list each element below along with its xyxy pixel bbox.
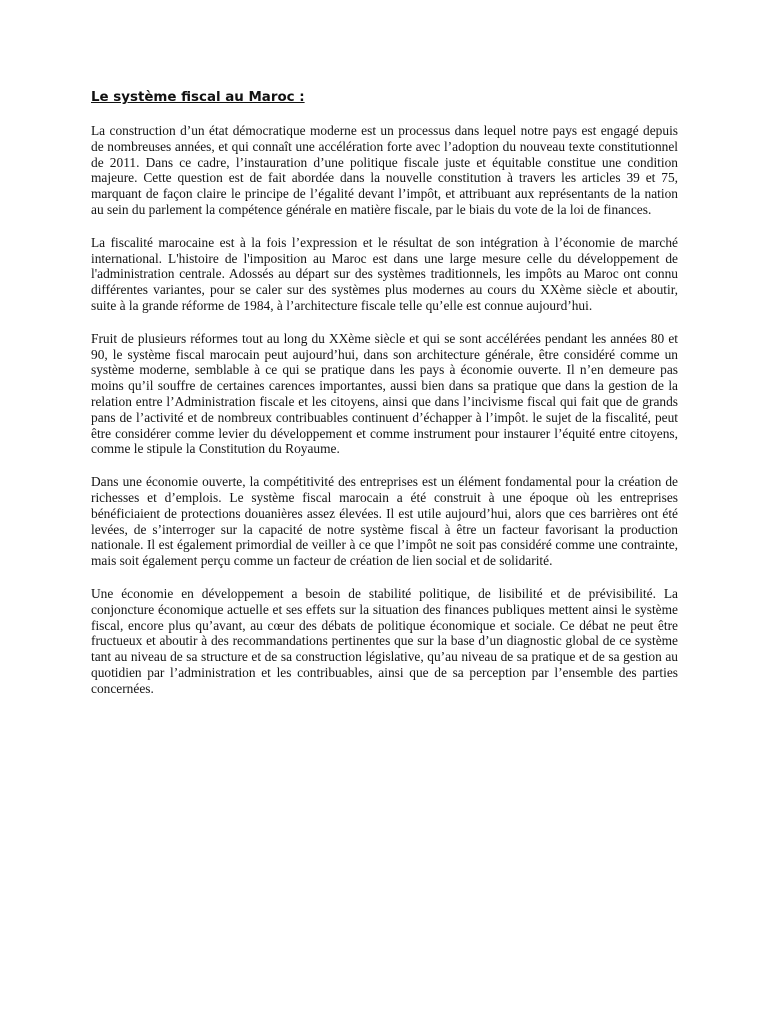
paragraph-1: La construction d’un état démocratique moderne est un processus dans lequel notre pays est engagé depuis de nombreuses années, et qui connaît une accélération forte avec l’adoption du nouveau texte constitutionnel de 2011. Dans ce cadre, l’instauration d’une politique fiscale juste et équitable constitue une condition majeure. Cette question est de fait abordée dans la nouvelle constitution à travers les articles 39 et 75, marquant de façon claire le principe de l’égalité devant l’impôt, et attribuant aux représentants de la nation au sein du parlement la compétence générale en matière fiscale, par le biais du vote de la loi de finances. [91, 123, 678, 217]
paragraph-5: Une économie en développement a besoin de stabilité politique, de lisibilité et de prévisibilité. La conjoncture économique actuelle et ses effets sur la situation des finances publiques mettent ainsi le système fiscal, encore plus qu’avant, au cœur des débats de politique économique et sociale. Ce débat ne peut être fructueux et aboutir à des recommandations pertinentes que sur la base d’un diagnostic global de ce système tant au niveau de sa structure et de sa construction législative, qu’au niveau de sa pratique et de sa gestion au quotidien par l’administration et les contribuables, ainsi que de sa perception par l’ensemble des parties concernées. [91, 585, 678, 696]
paragraph-2: La fiscalité marocaine est à la fois l’expression et le résultat de son intégration à l’économie de marché international. L'histoire de l'imposition au Maroc est dans une large mesure celle du développement de l'administration centrale. Adossés au départ sur des systèmes traditionnels, les impôts au Maroc ont connu différentes variantes, pour se caler sur des systèmes plus modernes au cours du XXème siècle et aboutir, suite à la grande réforme de 1984, à l’architecture fiscale telle qu’elle est connue aujourd’hui. [91, 234, 678, 313]
paragraph-3: Fruit de plusieurs réformes tout au long du XXème siècle et qui se sont accélérées pendant les années 80 et 90, le système fiscal marocain peut aujourd’hui, dans son architecture générale, être considéré comme un système moderne, semblable à ce qui se pratique dans les pays à économie ouverte. Il n’en demeure pas moins qu’il souffre de certaines carences importantes, aussi bien dans sa pratique que dans la gestion de la relation entre l’Administration fiscale et les citoyens, ainsi que dans l’incivisme fiscal qui fait que de grands pans de l’activité et de nombreux contribuables continuent d’échapper à l’impôt. le sujet de la fiscalité, peut être considérer comme levier du développement et comme instrument pour instaurer l’équité entre citoyens, comme le stipule la Constitution du Royaume. [91, 330, 678, 457]
document-title: Le système fiscal au Maroc : [91, 90, 305, 105]
paragraph-4: Dans une économie ouverte, la compétitivité des entreprises est un élément fondamental pour la création de richesses et d’emplois. Le système fiscal marocain a été construit à une époque où les entreprises bénéficiaient de protections douanières assez élevées. Il est utile aujourd’hui, alors que ces barrières ont été levées, de s’interroger sur la capacité de notre système fiscal à être un facteur favorisant la production nationale. Il est également primordial de veiller à ce que l’impôt ne soit pas considéré comme une contrainte, mais soit également perçu comme un facteur de création de lien social et de solidarité. [91, 474, 678, 569]
document-body [91, 123, 678, 714]
